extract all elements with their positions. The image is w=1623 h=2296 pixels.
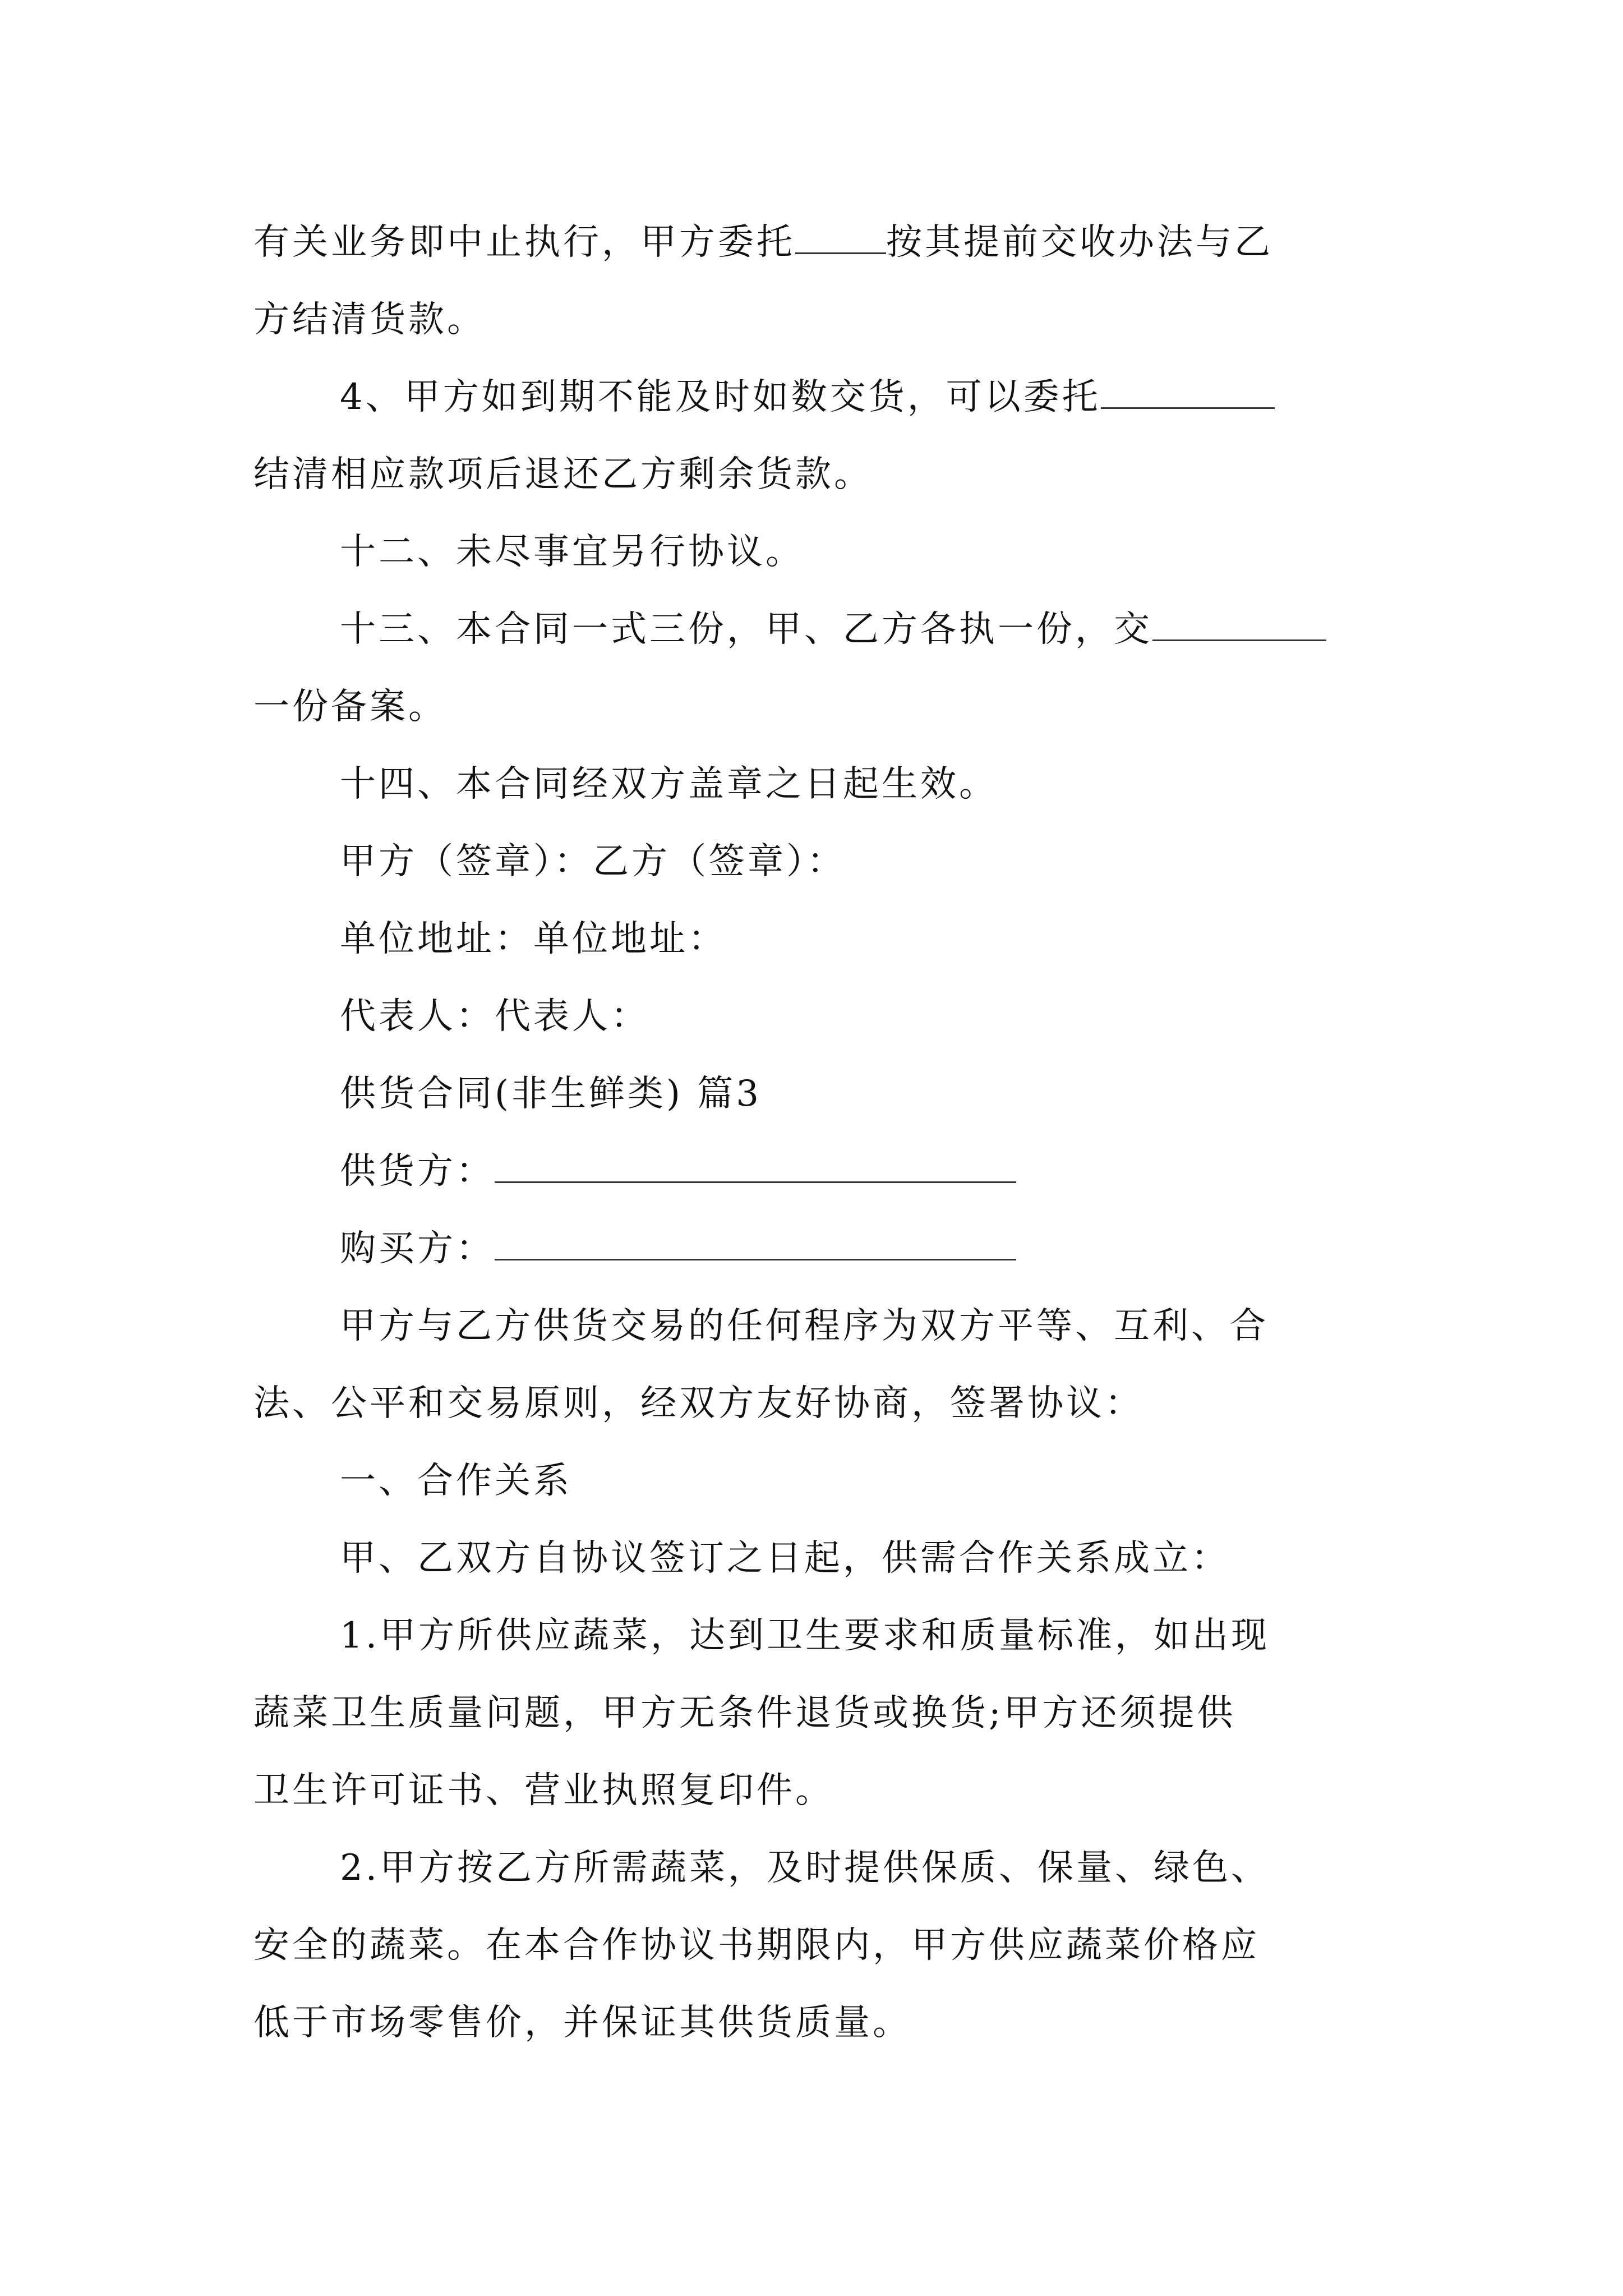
paragraph-line: 卫生许可证书、营业执照复印件。 xyxy=(253,1770,834,1811)
section-heading: 一、合作关系 xyxy=(340,1460,572,1502)
field-label: 供货方： xyxy=(340,1151,495,1192)
fill-in-blank xyxy=(795,252,886,254)
paragraph-line xyxy=(340,607,1326,652)
paragraph-line: 方结清货款。 xyxy=(253,299,486,341)
paragraph-line: 甲、乙双方自协议签订之日起，供需合作关系成立： xyxy=(340,1538,1230,1579)
fill-in-blank xyxy=(495,1181,1016,1183)
paragraph-line: 蔬菜卫生质量问题，甲方无条件退货或换货;甲方还须提供 xyxy=(253,1692,1236,1734)
paragraph-line: 2.甲方按乙方所需蔬菜，及时提供保质、保量、绿色、 xyxy=(340,1847,1270,1889)
signature-line: 甲方（签章）：乙方（签章）： xyxy=(340,841,846,882)
fill-in-blank xyxy=(1101,407,1275,409)
field-label: 购买方： xyxy=(340,1228,495,1269)
text-segment: 按其提前交收办法与乙 xyxy=(886,222,1273,263)
paragraph-line xyxy=(340,375,1275,420)
text-segment: 十三、本合同一式三份，甲、乙方各执一份，交 xyxy=(340,609,1152,650)
fill-in-blank xyxy=(1152,639,1326,641)
text-segment: 4、甲方如到期不能及时如数交货，可以委托 xyxy=(340,376,1101,418)
paragraph-line: 安全的蔬菜。在本合作协议书期限内，甲方供应蔬菜价格应 xyxy=(253,1925,1260,1966)
text-segment: 有关业务即中止执行，甲方委托 xyxy=(253,222,795,263)
section-heading: 十二、未尽事宜另行协议。 xyxy=(340,531,804,573)
fill-in-blank xyxy=(495,1259,1016,1260)
buyer-line xyxy=(340,1226,1016,1271)
paragraph-line: 一份备案。 xyxy=(253,686,447,728)
paragraph-line: 低于市场零售价，并保证其供货质量。 xyxy=(253,2002,911,2044)
section-heading: 十四、本合同经双方盖章之日起生效。 xyxy=(340,763,998,805)
supplier-line xyxy=(340,1149,1016,1194)
paragraph-line: 法、公平和交易原则，经双方友好协商，签署协议： xyxy=(253,1383,1144,1424)
paragraph-line xyxy=(253,220,1273,265)
representative-line: 代表人：代表人： xyxy=(340,996,649,1037)
paragraph-line: 甲方与乙方供货交易的任何程序为双方平等、互利、合 xyxy=(340,1305,1269,1347)
contract-title: 供货合同(非生鲜类) 篇3 xyxy=(340,1073,762,1115)
paragraph-line: 1.甲方所供应蔬菜，达到卫生要求和质量标准，如出现 xyxy=(340,1615,1270,1657)
address-line: 单位地址：单位地址： xyxy=(340,918,727,960)
paragraph-line: 结清相应款项后退还乙方剩余货款。 xyxy=(253,454,873,495)
